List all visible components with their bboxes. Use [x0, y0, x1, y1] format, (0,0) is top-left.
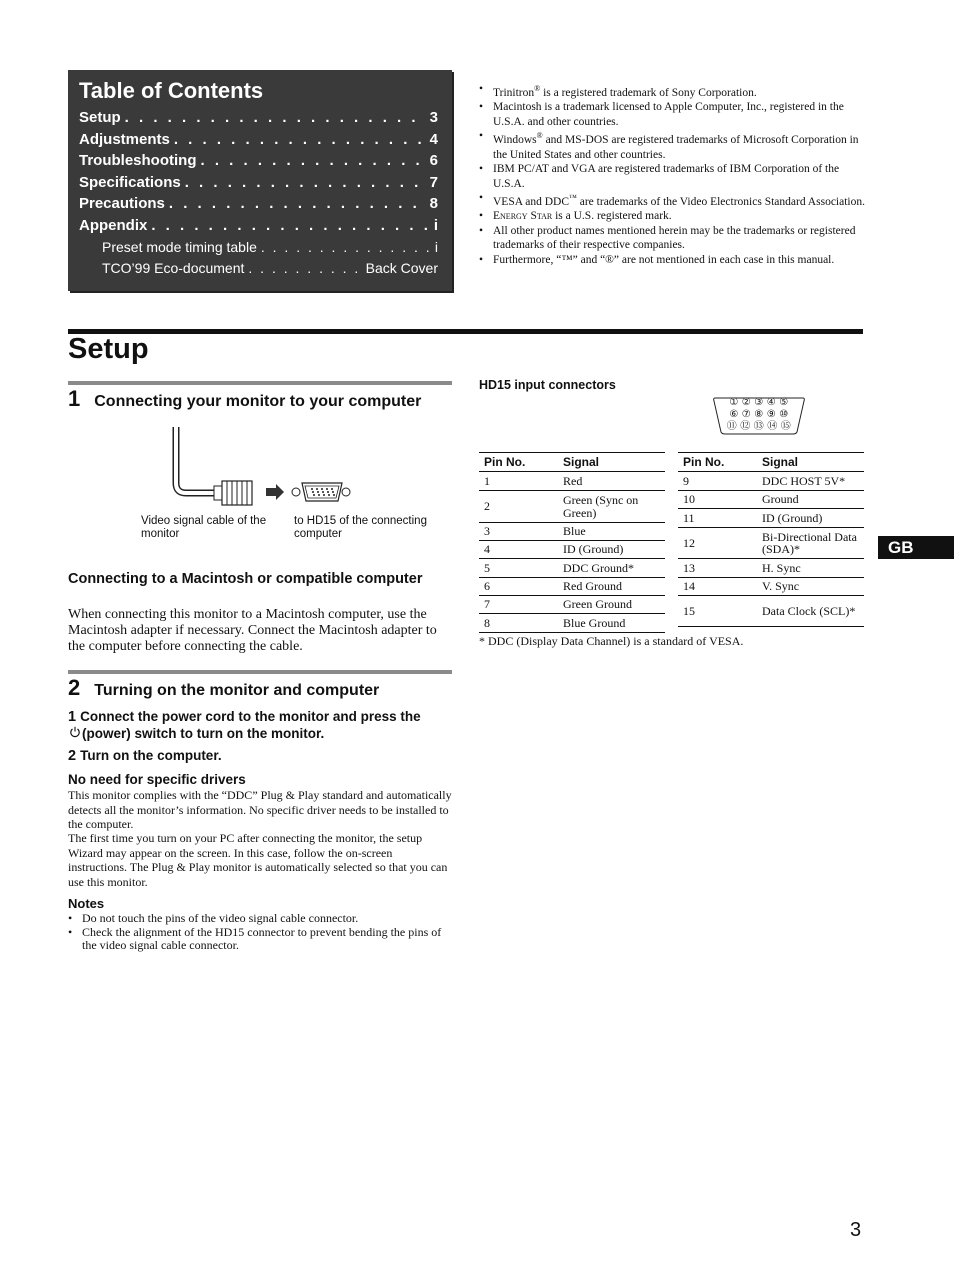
step-1: 1 Connect the power cord to the monitor and press the (power) switch to turn on the monitor. [68, 709, 421, 741]
notes-list [68, 912, 452, 953]
page-title: Setup [68, 333, 149, 365]
toc-item-appendix[interactable]: Appendix . . . i [79, 217, 438, 239]
trademark-item: • Windows® and MS-DOS are registered trademarks of Microsoft Corporation in the United States and other countries. [479, 129, 869, 162]
drivers-paragraph-2: The first time you turn on your PC after connecting the monitor, the setup Wizard may appear on the screen. In this case, follow the on-screen instructions. The Plug & Play monitor is automatically selected so that you can use this monitor. [68, 831, 448, 889]
step-2: 2 Turn on the computer. [68, 748, 222, 764]
table-row: 10 Ground [678, 491, 864, 509]
section-rule [68, 329, 863, 334]
pin-row-2: ⑥ ⑦ ⑧ ⑨ ⑩ [729, 409, 789, 420]
cable-connection-illustration [170, 425, 360, 515]
table-of-contents [68, 70, 452, 291]
language-tab: GB [878, 536, 954, 559]
table-row: 11 ID (Ground) [678, 509, 864, 528]
mac-instructions: When connecting this monitor to a Macintosh computer, use the Macintosh adapter if necessary. Connect the Macintosh adapter to the computer before connecting the cable. [68, 607, 437, 654]
pin-table-right [678, 452, 864, 627]
trademark-item: • Macintosh is a trademark licensed to Apple Computer, Inc., registered in the U.S.A. and other countries. [479, 100, 869, 129]
power-icon [68, 726, 82, 743]
column-header-signal: Signal [757, 453, 864, 472]
toc-item-precautions[interactable]: Precautions . . . 8 [79, 195, 438, 217]
table-row: 6 Red Ground [479, 578, 665, 596]
table-row: 12 Bi-Directional Data (SDA)* [678, 528, 864, 559]
column-header-pin: Pin No. [479, 453, 558, 472]
table-row: 3 Blue [479, 523, 665, 541]
table-row: 2 Green (Sync on Green) [479, 491, 665, 523]
hd15-heading: HD15 input connectors [479, 378, 616, 392]
trademark-item: • Furthermore, “™” and “®” are not mentioned in each case in this manual. [479, 253, 869, 268]
section-1-heading: 1 Connecting your monitor to your computer [68, 386, 422, 411]
toc-item-setup[interactable]: Setup . . . 3 [79, 109, 438, 131]
trademark-list [479, 82, 869, 267]
trademark-item: • All other product names mentioned herein may be the trademarks or registered trademarks of their respective companies. [479, 224, 869, 253]
note-item: • Check the alignment of the HD15 connector to prevent bending the pins of the video signal cable connector. [68, 926, 452, 953]
toc-item-adjustments[interactable]: Adjustments . . . 4 [79, 131, 438, 153]
table-row: 8 Blue Ground [479, 614, 665, 633]
table-row: 14 V. Sync [678, 578, 864, 596]
ddc-footnote: * DDC (Display Data Channel) is a standard of VESA. [479, 634, 744, 648]
mac-heading: Connecting to a Macintosh or compatible computer [68, 571, 423, 587]
trademark-item: • VESA and DDC™ are trademarks of the Video Electronics Standard Association. [479, 191, 869, 209]
trademark-item: • Energy Star is a U.S. registered mark. [479, 209, 869, 224]
pin-numbers [712, 397, 806, 433]
pin-table-left [479, 452, 665, 633]
toc-subitem-tco99[interactable]: TCO’99 Eco-document . . . Back Cover [79, 260, 438, 281]
page-number: 3 [850, 1219, 862, 1241]
table-row: 13 H. Sync [678, 559, 864, 578]
note-item: • Do not touch the pins of the video signal cable connector. [68, 912, 452, 926]
toc-item-specifications[interactable]: Specifications . . . 7 [79, 174, 438, 196]
table-row: 7 Green Ground [479, 596, 665, 614]
section-2-heading: 2 Turning on the monitor and computer [68, 675, 380, 700]
drivers-heading: No need for specific drivers [68, 772, 246, 787]
caption-hd15-connector: to HD15 of the connecting computer [294, 515, 427, 540]
table-row: 9 DDC HOST 5V* [678, 472, 864, 491]
table-row: 4 ID (Ground) [479, 541, 665, 559]
section-divider [68, 670, 452, 674]
toc-subitem-preset-mode[interactable]: Preset mode timing table . . . i [79, 239, 438, 260]
caption-video-cable: Video signal cable of the monitor [141, 515, 267, 540]
hd15-connector-diagram [712, 396, 806, 436]
pin-row-1: ① ② ③ ④ ⑤ [729, 397, 789, 408]
trademark-item: • Trinitron® is a registered trademark of Sony Corporation. [479, 82, 869, 100]
trademark-item: • IBM PC/AT and VGA are registered trademarks of IBM Corporation of the U.S.A. [479, 162, 869, 191]
table-row: 1 Red [479, 472, 665, 491]
toc-item-troubleshooting[interactable]: Troubleshooting . . . 6 [79, 152, 438, 174]
drivers-paragraph-1: This monitor complies with the “DDC” Plug & Play standard and automatically detects all the monitor’s information. No specific driver needs to be installed to the computer. [68, 788, 452, 831]
notes-heading: Notes [68, 896, 105, 911]
column-header-pin: Pin No. [678, 453, 757, 472]
pin-row-3: ⑪ ⑫ ⑬ ⑭ ⑮ [726, 421, 792, 432]
section-divider [68, 381, 452, 385]
table-row: 5 DDC Ground* [479, 559, 665, 578]
column-header-signal: Signal [558, 453, 665, 472]
toc-title: Table of Contents [79, 78, 264, 103]
table-row: 15 Data Clock (SCL)* [678, 596, 864, 627]
